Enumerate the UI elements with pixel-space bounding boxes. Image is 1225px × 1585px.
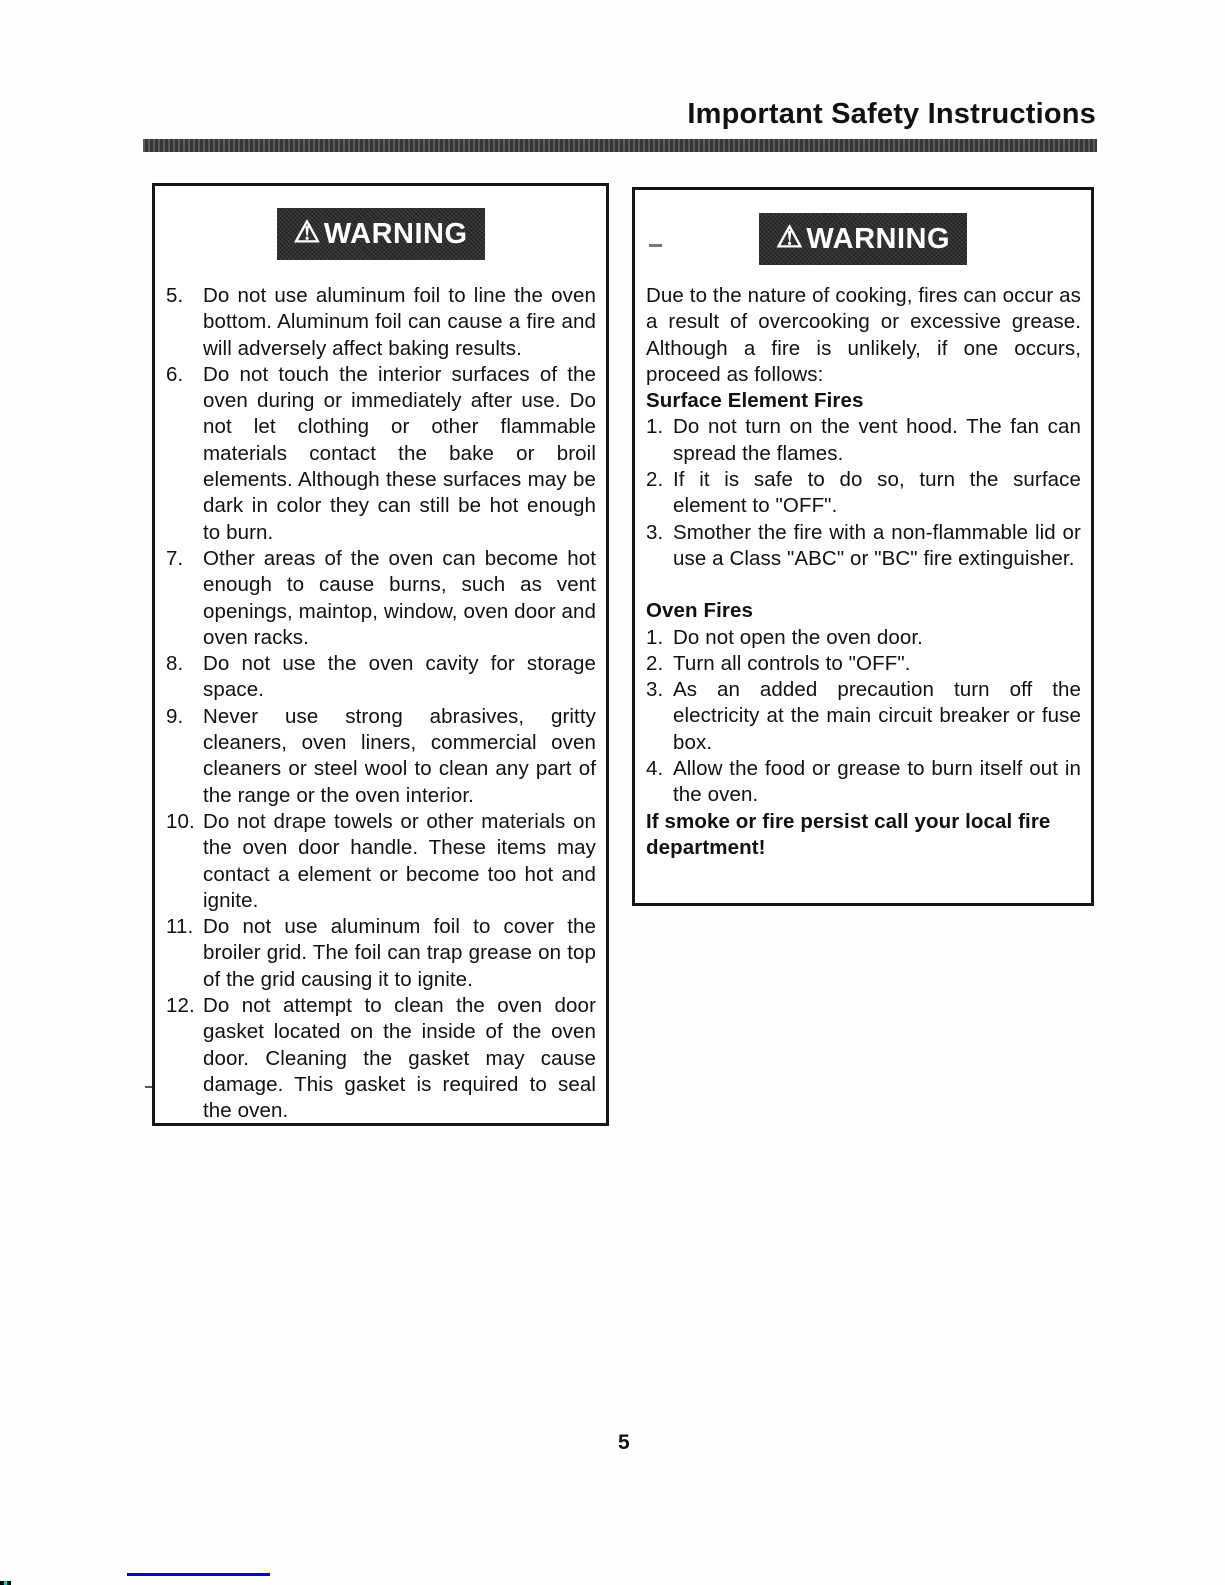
item-text: Do not attempt to clean the oven door gasket located on the inside of the oven door. Cleaning the gasket may cause damage. This gasket is required to seal the oven. [203,994,596,1123]
list-item [646,414,1081,467]
item-text: Allow the food or grease to burn itself out in the oven. [673,757,1081,807]
item-text: Turn all controls to "OFF". [673,651,911,675]
list-item [646,677,1081,756]
item-number: 3. [646,678,664,702]
item-number: 1. [646,415,664,439]
fire-department-warning: If smoke or fire persist call your local fire department! [646,809,1051,859]
list-item [166,283,596,362]
warning-banner [759,213,967,265]
list-item [166,651,596,704]
item-number: 3. [646,520,664,544]
item-number: 4. [646,757,664,781]
list-item [166,546,596,651]
fire-intro-paragraph: Due to the nature of cooking, fires can occur as a result of overcooking or excessive grease. Although a fire is unlikely, if one occurs, proceed as follows: [646,284,1081,386]
list-item [646,756,1081,809]
warning-banner [277,208,485,260]
list-item [166,809,596,914]
warning-box-right [632,187,1094,906]
list-item [646,520,1081,573]
scan-artifact-tick [145,1086,152,1088]
list-item [166,362,596,546]
item-text: Do not touch the interior surfaces of the oven during or immediately after use. Do not let clothing or other flammable materials contact the bake or broil elements. Although these surfaces may be dark in color they can still be hot enough to burn. [203,362,596,544]
warning-triangle-icon: ⚠ [775,221,804,254]
item-text: Do not use aluminum foil to line the oven bottom. Aluminum foil can cause a fire and will adversely affect baking results. [203,284,596,360]
item-number: 7. [166,546,184,570]
item-number: 6. [166,362,184,386]
bottom-blue-underline [127,1573,270,1576]
item-number: 12. [166,994,195,1018]
item-number: 11. [166,915,194,939]
list-item [166,914,596,993]
item-number: 1. [646,625,664,649]
page-number: 5 [618,1431,630,1454]
scan-artifact-corner [0,1581,11,1585]
item-text: Never use strong abrasives, gritty cleaners, oven liners, commercial oven cleaners or steel wool to clean any part of the range or the oven interior. [203,704,596,807]
list-item [166,704,596,809]
item-number: 2. [646,651,664,675]
oven-fires-list [646,625,1081,809]
item-number: 9. [166,704,184,728]
item-text: As an added precaution turn off the electricity at the main circuit breaker or fuse box. [673,678,1081,754]
section-heading-surface-fires: Surface Element Fires [646,389,864,413]
item-text: Smother the fire with a non-flammable lid or use a Class "ABC" or "BC" fire extinguisher. [673,520,1081,570]
section-heading-oven-fires: Oven Fires [646,599,753,623]
item-text: If it is safe to do so, turn the surface element to "OFF". [673,468,1081,518]
item-number: 5. [166,284,184,307]
blank-line [646,572,1081,598]
fire-instructions [635,283,1091,861]
warning-box-left [152,183,609,1126]
surface-fires-list [646,414,1081,572]
item-text: Do not open the oven door. [673,625,923,649]
item-number: 8. [166,652,184,676]
warning-banner-label: WARNING [806,222,951,255]
item-text: Do not use aluminum foil to cover the broiler grid. The foil can trap grease on top of the grid causing it to ignite. [203,915,596,991]
list-item [646,625,1081,651]
list-item [166,993,596,1124]
page-title: Important Safety Instructions [687,98,1096,130]
item-text: Other areas of the oven can become hot enough to cause burns, such as vent openings, maintop, window, oven door and oven racks. [203,546,596,649]
item-number: 2. [646,468,664,492]
scan-artifact-dash [649,244,662,247]
list-item [646,467,1081,520]
item-text: Do not drape towels or other materials on the oven door handle. These items may contact a element or become too hot and ignite. [203,809,596,912]
item-text: Do not turn on the vent hood. The fan can spread the flames. [673,415,1081,465]
warning-banner-label: WARNING [323,217,468,250]
item-number: 10. [166,809,195,833]
list-item [646,651,1081,677]
warning-triangle-icon: ⚠ [293,216,321,249]
header-rule [143,139,1097,152]
item-text: Do not use the oven cavity for storage space. [203,652,596,702]
safety-list-left [155,283,606,1125]
